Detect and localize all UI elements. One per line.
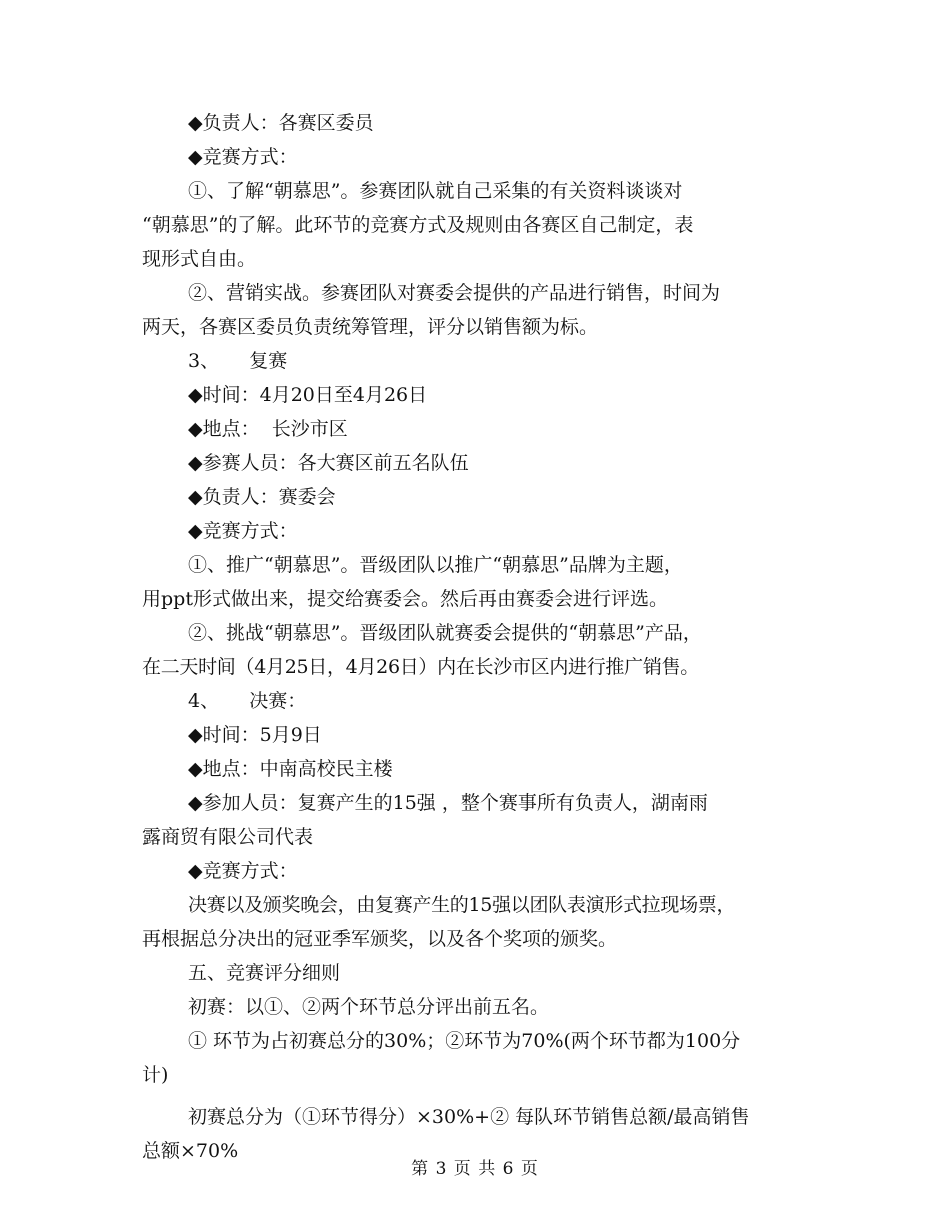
text-line: ◆地点： 长沙市区: [188, 418, 348, 440]
text-line: 在二天时间（4月25日，4月26日）内在长沙市区内进行推广销售。: [142, 656, 699, 678]
text-line: 现形式自由。: [142, 248, 257, 270]
text-line: 初赛总分为（①环节得分）×30%+② 每队环节销售总额/最高销售: [188, 1106, 750, 1128]
text-line: 总额×70%: [142, 1140, 239, 1162]
section-heading: 3、 复赛: [188, 350, 288, 372]
text-line: ◆时间：4月20日至4月26日: [188, 384, 428, 406]
section-heading: 4、 决赛：: [188, 690, 307, 712]
section-heading: 五、竞赛评分细则: [188, 962, 341, 984]
text-line: ◆时间：5月9日: [188, 724, 322, 746]
text-line: 决赛以及颁奖晚会，由复赛产生的15强以团队表演形式拉现场票，: [188, 894, 736, 916]
text-line: “朝慕思”的了解。此环节的竞赛方式及规则由各赛区自己制定，表: [142, 214, 694, 236]
text-line: 初赛：以①、②两个环节总分评出前五名。: [188, 996, 550, 1018]
text-line: ①、推广“朝慕思”。晋级团队以推广“朝慕思”品牌为主题，: [188, 554, 683, 576]
text-line: 再根据总分决出的冠亚季军颁奖，以及各个奖项的颁奖。: [142, 928, 618, 950]
text-line: ① 环节为占初赛总分的30%；②环节为70%(两个环节都为100分: [188, 1030, 741, 1052]
text-line: ◆负责人：赛委会: [188, 486, 336, 508]
text-line: ◆竞赛方式：: [188, 860, 298, 882]
page-footer: 第 3 页 共 6 页: [411, 1159, 539, 1179]
page-content: [142, 106, 822, 1168]
text-line: ◆负责人：各赛区委员: [188, 112, 374, 134]
text-line: 计): [142, 1064, 169, 1086]
text-line: 用ppt形式做出来，提交给赛委会。然后再由赛委会进行评选。: [142, 588, 668, 610]
text-line: 两天，各赛区委员负责统筹管理，评分以销售额为标。: [142, 316, 599, 338]
text-line: ◆竞赛方式：: [188, 146, 298, 168]
text-line: ◆参加人员：复赛产生的15强 ，整个赛事所有负责人，湖南雨: [188, 792, 708, 814]
text-line: ①、了解“朝慕思”。参赛团队就自己采集的有关资料谈谈对: [188, 180, 683, 202]
text-line: ◆竞赛方式：: [188, 520, 298, 542]
text-line: ②、挑战“朝慕思”。晋级团队就赛委会提供的“朝慕思”产品，: [188, 622, 702, 644]
text-line: ②、营销实战。参赛团队对赛委会提供的产品进行销售，时间为: [188, 282, 721, 304]
spacer: [142, 1092, 822, 1100]
text-line: 露商贸有限公司代表: [142, 826, 314, 848]
text-line: ◆地点：中南高校民主楼: [188, 758, 393, 780]
text-line: ◆参赛人员：各大赛区前五名队伍: [188, 452, 469, 474]
